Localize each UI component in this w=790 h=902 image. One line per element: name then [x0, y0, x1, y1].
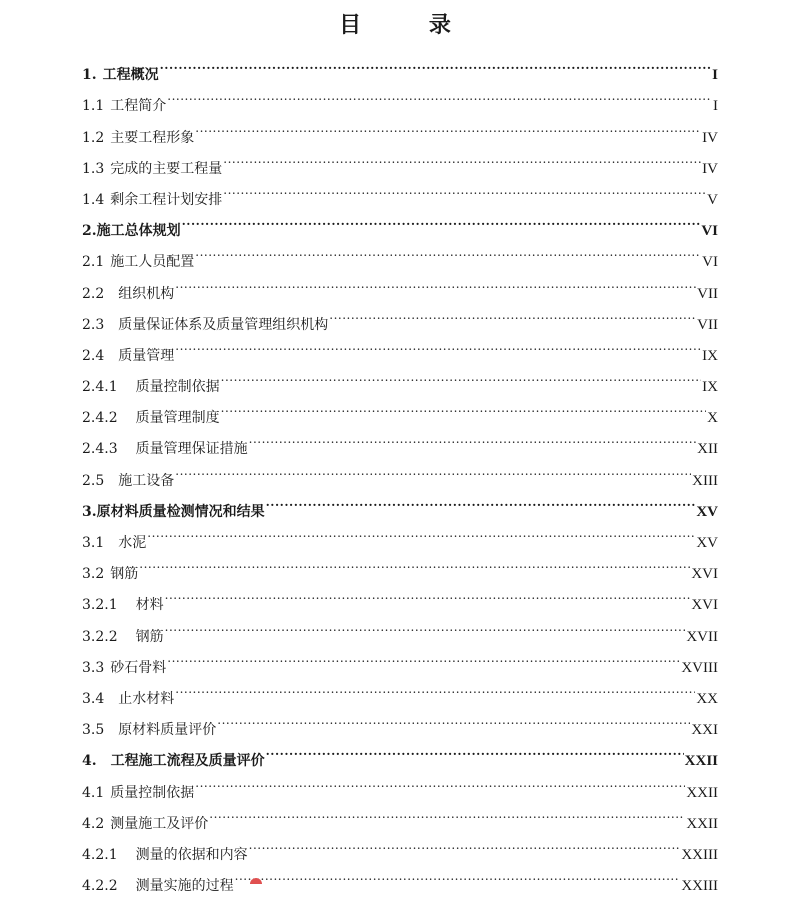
toc-entry-label: 质量保证体系及质量管理组织机构: [118, 316, 329, 333]
toc-entry-label: 测量施工及评价: [110, 815, 209, 832]
toc-entry-label: 施工人员配置: [110, 254, 195, 271]
dot-leader: [266, 485, 696, 516]
toc-entry-number: 3.3: [82, 659, 105, 676]
dot-leader: [329, 298, 696, 329]
toc-entry-label: 质量管理: [118, 347, 175, 364]
toc-entry-label: 材料: [135, 597, 164, 614]
toc-entry-label: 砂石骨料: [110, 659, 167, 676]
toc-entry-page: XXII: [684, 753, 718, 770]
dot-leader: [147, 516, 695, 547]
toc-entry-page: XV: [696, 535, 718, 551]
toc-entry-label: 工程简介: [110, 98, 167, 115]
toc-entry[interactable]: [82, 672, 718, 707]
toc-entry-page: VI: [701, 223, 718, 240]
toc-entry-page: IX: [702, 379, 718, 396]
toc-entry[interactable]: [82, 48, 718, 84]
toc-entry-label: 主要工程形象: [110, 129, 195, 146]
toc-entry-label: 测量的依据和内容: [135, 846, 248, 863]
dot-leader: [195, 110, 701, 141]
toc-entry-label: 质量控制依据: [135, 379, 220, 396]
toc-entry-label: 完成的主要工程量: [110, 160, 223, 177]
toc-entry-page: XVII: [686, 628, 718, 645]
dot-leader: [221, 391, 707, 422]
toc-entry-page: IX: [702, 347, 718, 364]
toc-entry-number: 3.2.2: [82, 628, 118, 645]
dot-leader: [223, 173, 706, 204]
toc-entry-page: XXII: [686, 815, 718, 832]
toc-entry-label: 钢筋: [110, 566, 139, 583]
dot-leader: [266, 734, 684, 765]
toc-entry[interactable]: [82, 266, 718, 302]
toc-entry-number: 2.5: [82, 472, 105, 489]
toc-entry-page: XVI: [691, 597, 718, 614]
toc-entry-label: 施工设备: [118, 472, 175, 489]
toc-entry-page: XXI: [691, 722, 718, 739]
toc-title: 目 录: [339, 12, 481, 38]
toc-entry-label: 止水材料: [118, 690, 175, 707]
toc-entry-number: 2.4.3: [82, 441, 118, 458]
toc-entry-label: 质量管理保证措施: [135, 441, 248, 458]
toc-entry-label: 工程施工流程及质量评价: [110, 753, 265, 770]
toc-entry[interactable]: [82, 110, 718, 146]
toc-entry-label: 剩余工程计划安排: [110, 191, 223, 208]
toc-entry-label: 水泥: [118, 535, 147, 551]
toc-entry[interactable]: [82, 609, 718, 645]
toc-entry-page: XX: [696, 690, 718, 707]
toc-entry-number: 2.4.1: [82, 379, 118, 396]
toc-entry-number: 3.4: [82, 690, 105, 707]
page-marker: [250, 878, 262, 884]
dot-leader: [249, 828, 681, 859]
toc-entry[interactable]: [82, 516, 718, 551]
toc-entry[interactable]: [82, 703, 718, 739]
dot-leader: [175, 672, 695, 703]
dot-leader: [167, 79, 712, 110]
toc-entry-number: 4.: [82, 753, 97, 770]
toc-entry[interactable]: [82, 547, 718, 583]
toc-entry-label: 工程概况: [102, 67, 159, 84]
toc-entry-number: 3.5: [82, 722, 105, 739]
dot-leader: [165, 609, 686, 640]
toc-entry-number: 2.1: [82, 254, 105, 271]
toc-entry-page: VII: [697, 316, 718, 333]
toc-entry-label: 钢筋: [135, 628, 164, 645]
toc-entry-number: 1.1: [82, 98, 105, 115]
toc-entry-number: 4.2: [82, 815, 105, 832]
dot-leader: [195, 765, 685, 796]
toc-entry-number: 3.: [82, 503, 97, 520]
toc-entry-page: XVI: [691, 566, 718, 583]
toc-entry-page: XV: [696, 503, 718, 520]
toc-entry[interactable]: [82, 329, 718, 364]
toc-entry-page: XVIII: [681, 659, 718, 676]
toc-entry-label: 原材料质量评价: [118, 722, 217, 739]
dot-leader: [167, 641, 680, 672]
toc-entry[interactable]: [82, 360, 718, 396]
toc-entry-page: XXIII: [681, 878, 718, 895]
dot-leader: [235, 859, 681, 890]
toc-entry-number: 2.: [82, 223, 97, 240]
toc-entry[interactable]: [82, 485, 718, 520]
toc-entry-page: IV: [702, 129, 718, 146]
toc-entry-number: 3.2.1: [82, 597, 118, 614]
toc-entry-number: 4.1: [82, 784, 105, 801]
toc-entry-number: 2.2: [82, 285, 105, 302]
dot-leader: [175, 453, 691, 484]
toc-entry-label: 质量控制依据: [110, 784, 195, 801]
toc-entry-label: 组织机构: [118, 285, 175, 302]
toc-entry-page: VI: [702, 254, 718, 271]
toc-entry-page: XII: [697, 441, 718, 458]
toc-entry-number: 1.: [82, 67, 97, 84]
toc-entry[interactable]: [82, 298, 718, 333]
toc-entry[interactable]: [82, 578, 718, 614]
toc-entry-number: 2.4: [82, 347, 105, 364]
dot-leader: [175, 266, 696, 297]
toc-entry-page: VII: [697, 285, 718, 302]
toc-entry-number: 4.2.1: [82, 846, 118, 863]
toc-entry-number: 4.2.2: [82, 878, 118, 895]
dot-leader: [195, 235, 701, 266]
toc-entry-page: XXIII: [681, 846, 718, 863]
dot-leader: [217, 703, 690, 734]
dot-leader: [182, 204, 701, 235]
toc-entry-number: 1.3: [82, 160, 105, 177]
dot-leader: [221, 360, 702, 391]
toc-entry-page: XIII: [692, 472, 718, 489]
toc-entry[interactable]: [82, 453, 718, 489]
toc-entry-number: 3.1: [82, 535, 105, 551]
dot-leader: [160, 48, 712, 79]
dot-leader: [249, 422, 697, 453]
toc-entry-number: 1.4: [82, 191, 105, 208]
toc-entry-page: I: [712, 67, 718, 84]
toc-entry-number: 2.4.2: [82, 410, 118, 427]
toc-entry[interactable]: [82, 641, 718, 676]
toc-entry-number: 3.2: [82, 566, 105, 583]
toc-entry-label: 质量管理制度: [135, 410, 220, 427]
dot-leader: [139, 547, 690, 578]
dot-leader: [223, 142, 701, 173]
dot-leader: [165, 578, 691, 609]
toc-entry-page: X: [707, 410, 718, 427]
toc-entry-page: I: [713, 98, 718, 115]
toc-entry-label: 原材料质量检测情况和结果: [96, 503, 265, 520]
dot-leader: [175, 329, 701, 360]
toc-entry-number: 2.3: [82, 316, 105, 333]
toc-entry[interactable]: [82, 79, 718, 115]
toc-entry-page: XXII: [686, 784, 718, 801]
toc-entry-label: 测量实施的过程: [135, 878, 234, 895]
toc-entry-number: 1.2: [82, 129, 105, 146]
dot-leader: [209, 797, 685, 828]
table-of-contents: [82, 48, 718, 895]
toc-entry-page: V: [707, 191, 718, 208]
toc-entry-page: IV: [702, 160, 718, 177]
toc-entry-label: 施工总体规划: [96, 223, 181, 240]
